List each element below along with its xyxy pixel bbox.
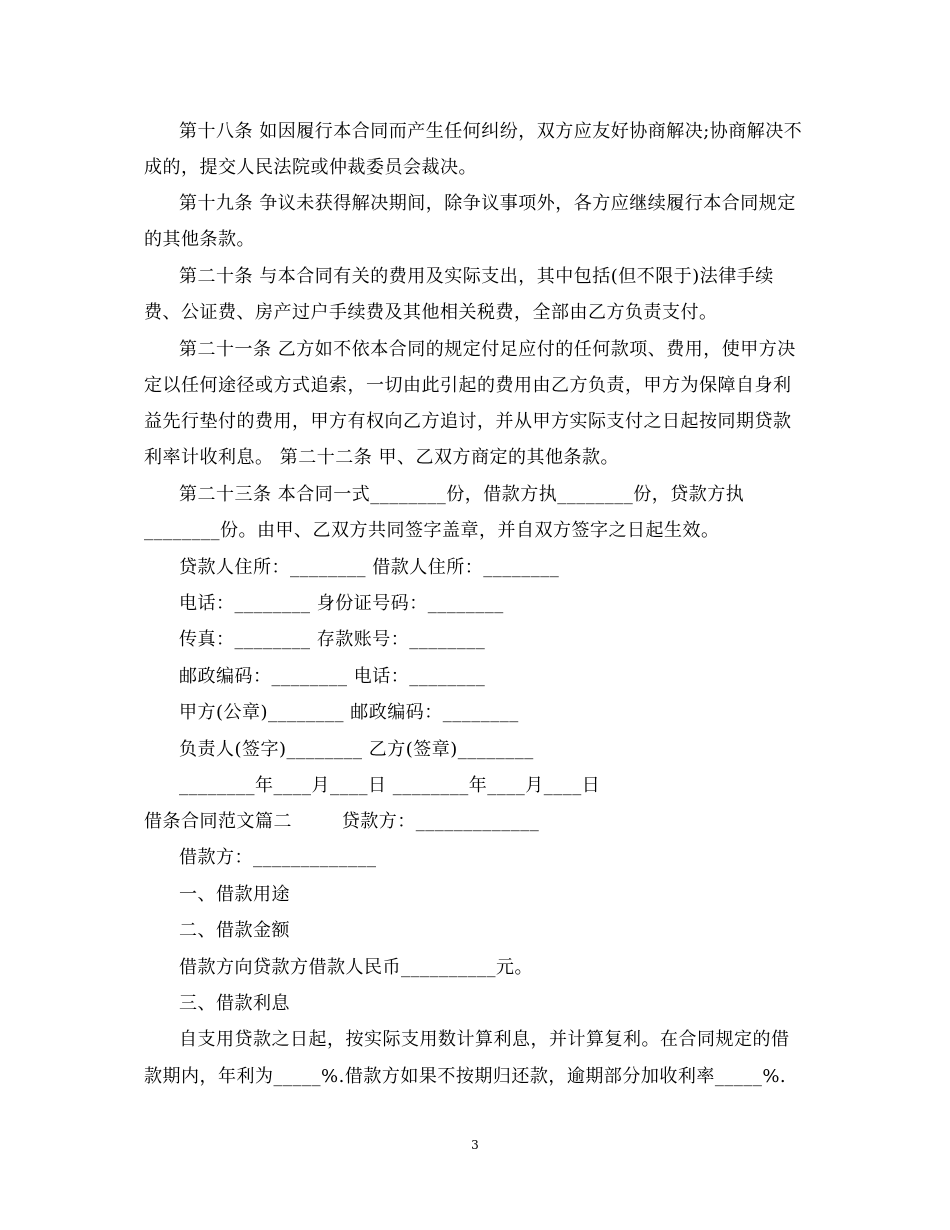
text-line: 第二十条 与本合同有关的费用及实际支出，其中包括(但不限于)法律手续 bbox=[179, 266, 774, 287]
text-line: 的其他条款。 bbox=[144, 229, 255, 250]
clause-heading: 二、借款金额 bbox=[179, 920, 290, 941]
section-heading: 借条合同范文篇二 贷款方：_____________ bbox=[144, 811, 540, 832]
text-line: 第二十一条 乙方如不依本合同的规定付足应付的任何款项、费用，使甲方决 bbox=[179, 339, 796, 360]
form-line: 邮政编码：________ 电话：________ bbox=[179, 666, 486, 687]
form-line: 借款方：_____________ bbox=[179, 847, 377, 868]
text-line: 自支用贷款之日起，按实际支用数计算利息，并计算复利。在合同规定的借 bbox=[179, 1029, 790, 1050]
form-line: 贷款人住所：________ 借款人住所：________ bbox=[179, 557, 560, 578]
page-number: 3 bbox=[471, 1138, 479, 1152]
form-line: 传真：________ 存款账号：________ bbox=[179, 629, 486, 650]
clause-heading: 一、借款用途 bbox=[179, 884, 290, 905]
form-line: 甲方(公章)________ 邮政编码：________ bbox=[179, 702, 519, 723]
text-line: 利率计收利息。 第二十二条 甲、乙双方商定的其他条款。 bbox=[144, 447, 619, 468]
text-line: 定以任何途径或方式追索，一切由此引起的费用由乙方负责，甲方为保障自身利 bbox=[144, 375, 792, 396]
text-line: 第十九条 争议未获得解决期间，除争议事项外，各方应继续履行本合同规定 bbox=[179, 193, 796, 214]
text-line: 益先行垫付的费用，甲方有权向乙方追讨，并从甲方实际支付之日起按同期贷款 bbox=[144, 411, 792, 432]
form-line: 负责人(签字)________ 乙方(签章)________ bbox=[179, 739, 534, 760]
text-line: 费、公证费、房产过户手续费及其他相关税费，全部由乙方负责支付。 bbox=[144, 302, 718, 323]
date-line: ________年____月____日 ________年____月____日 bbox=[179, 775, 601, 796]
text-line: 借款方向贷款方借款人民币__________元。 bbox=[179, 957, 533, 978]
form-line: 电话：________ 身份证号码：________ bbox=[179, 593, 504, 614]
text-line: 第十八条 如因履行本合同而产生任何纠纷，双方应友好协商解决;协商解决不 bbox=[179, 121, 803, 142]
text-line: ________份。由甲、乙双方共同签字盖章，并自双方签字之日起生效。 bbox=[144, 520, 720, 541]
text-line: 款期内，年利为_____%.借款方如果不按期归还款，逾期部分加收利率_____%. bbox=[144, 1066, 787, 1087]
text-line: 第二十三条 本合同一式________份，借款方执________份，贷款方执 bbox=[179, 484, 745, 505]
clause-heading: 三、借款利息 bbox=[179, 993, 290, 1014]
text-line: 成的，提交人民法院或仲裁委员会裁决。 bbox=[144, 157, 477, 178]
